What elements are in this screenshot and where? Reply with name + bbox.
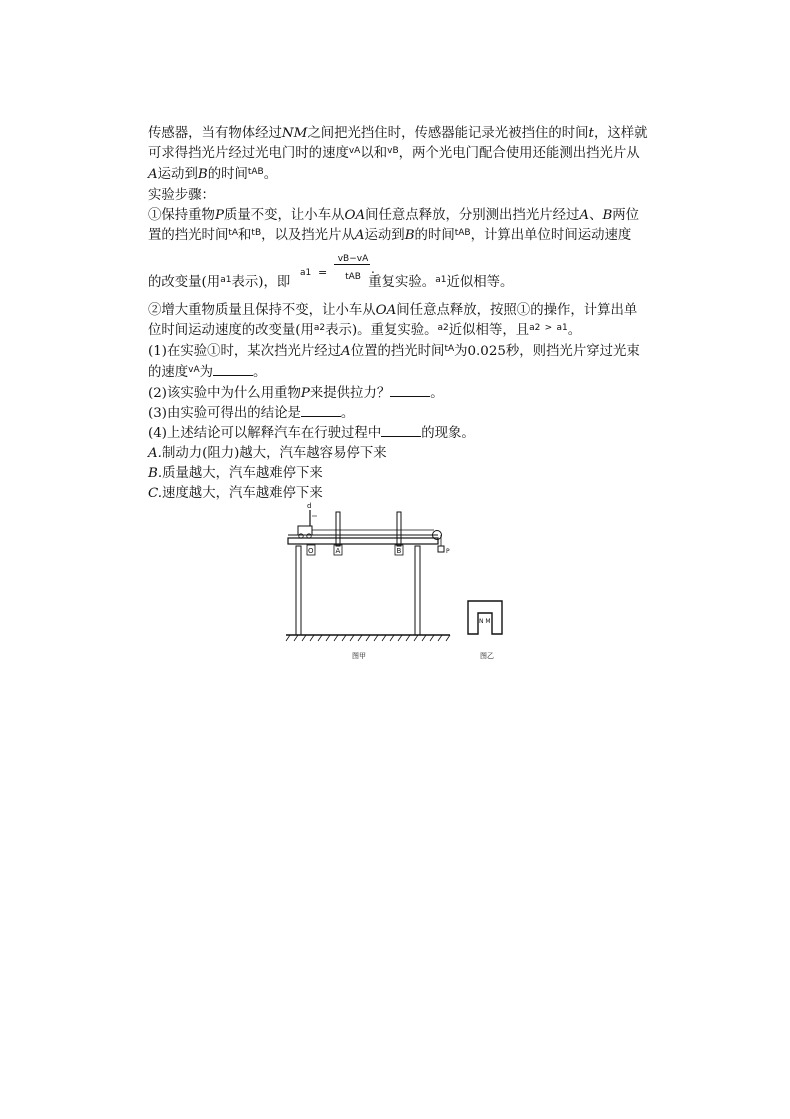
question-3 [148, 404, 668, 424]
var-oa: OA [344, 208, 366, 223]
text: 位时间运动速度的改变量(用 [148, 323, 314, 338]
var-va: vA [348, 146, 361, 156]
text: 的速度 [148, 365, 189, 380]
question-4 [148, 424, 668, 444]
text: 来提供拉力？ [309, 386, 391, 401]
text: (4)上述结论可以解释汽车在行驶过程中 [148, 426, 382, 441]
answer-blank-3[interactable] [301, 404, 341, 417]
option-label: A. [148, 446, 162, 461]
var-b: B [404, 228, 415, 243]
step1-line-1 [148, 206, 668, 226]
label-a: A [335, 547, 341, 555]
text: 的时间 [414, 228, 455, 243]
text: 近似相等。 [446, 275, 514, 290]
experiment-figure [280, 500, 540, 670]
text: 传感器，当有物体经过 [148, 126, 282, 141]
formula-numerator: vB−vA [337, 254, 369, 264]
label-d: d [307, 502, 312, 510]
option-label: C. [148, 486, 163, 501]
var-vb: vB [387, 146, 399, 156]
text: 。 [263, 167, 278, 182]
var-a1: a1 [556, 323, 568, 333]
text: 运动到 [157, 167, 198, 182]
steps-title: 实验步骤： [148, 188, 215, 203]
text: 的时间 [207, 167, 248, 182]
text: 、 [589, 208, 603, 223]
var-tab: tAB [247, 167, 264, 177]
step2-line-1 [148, 301, 668, 321]
text: ①保持重物 [148, 208, 215, 223]
label-nm: N M [479, 618, 491, 625]
option-a[interactable] [148, 444, 668, 464]
text: ②增大重物质量且保持不变，让小车从 [148, 303, 376, 318]
var-oa: OA [375, 303, 397, 318]
step2-line-2 [148, 321, 668, 342]
photogate-a [336, 512, 340, 546]
var-va: vA [188, 365, 200, 375]
formula-dot: . [371, 262, 375, 276]
var-tb: tB [251, 228, 262, 238]
text: 表示)。重复实验。 [325, 323, 438, 338]
var-a1: a1 [435, 275, 447, 285]
var-b: B [602, 208, 613, 223]
label-b: B [396, 547, 402, 555]
text: ，以及挡光片从 [261, 228, 355, 243]
var-a2: a2 [437, 323, 449, 333]
var-p: P [300, 386, 310, 401]
greater-than: > [544, 323, 553, 333]
var-tab: tAB [454, 228, 471, 238]
ground-hatch [286, 635, 450, 641]
text: 和 [238, 228, 252, 243]
answer-blank-2[interactable] [390, 384, 430, 397]
caption-yi: 图乙 [480, 652, 494, 660]
text: 近似相等，且 [448, 323, 530, 338]
table-leg-right [415, 546, 420, 635]
text: 。 [430, 386, 444, 401]
label-o: O [308, 547, 314, 555]
var-t: t [588, 126, 594, 141]
table-leg-left [296, 546, 301, 635]
text: 以和 [360, 146, 388, 161]
text: 两位 [612, 208, 640, 223]
question-1-line-2 [148, 363, 668, 384]
question-1-line-1 [148, 342, 668, 363]
step1-line-2 [148, 226, 668, 247]
var-b: B [197, 167, 208, 182]
text: 。 [567, 323, 582, 338]
text: 间任意点释放，分别测出挡光片经过 [365, 208, 580, 223]
question-2 [148, 384, 668, 404]
step1-line-3 [148, 273, 513, 294]
intro-line-3 [148, 165, 668, 186]
var-a: A [341, 344, 351, 359]
text: 之间把光挡住时，传感器能记录光被挡住的时间 [307, 126, 589, 141]
formula-lhs: a1 [300, 268, 312, 278]
text: 置的挡光时间 [148, 228, 229, 243]
text: 重复实验。 [368, 275, 436, 290]
answer-blank-1[interactable] [213, 363, 253, 376]
var-p: P [214, 208, 224, 223]
weight-p [438, 546, 444, 552]
text: 质量不变，让小车从 [223, 208, 345, 223]
formula-denominator: tAB [345, 272, 361, 282]
text: 运动到 [364, 228, 405, 243]
var-a2: a2 [529, 323, 541, 333]
photogate-b [397, 512, 401, 546]
option-text: 制动力(阻力)越大，汽车越容易停下来 [161, 446, 387, 461]
label-p: P [446, 548, 450, 555]
question-text [148, 124, 668, 504]
var-a1: a1 [220, 275, 232, 285]
text: 的改变量(用 [148, 275, 221, 290]
option-label: B. [148, 466, 163, 481]
text: (2)该实验中为什么用重物 [148, 386, 301, 401]
text: 。 [340, 406, 355, 421]
fraction-bar [334, 264, 370, 265]
text: 为0.025秒，则挡光片穿过光束 [454, 344, 640, 359]
text: 为 [199, 365, 214, 380]
intro-line-1 [148, 124, 668, 144]
option-text: 速度越大，汽车越难停下来 [162, 486, 323, 501]
text: 表示)，即 [231, 275, 291, 290]
intro-line-2 [148, 144, 668, 165]
nm-label: NM [281, 126, 308, 141]
option-text: 质量越大，汽车越难停下来 [162, 466, 323, 481]
var-a2: a2 [313, 323, 326, 333]
text: 位置的挡光时间 [350, 344, 445, 359]
formula-equals: = [318, 266, 328, 279]
text: 间任意点释放，按照①的操作，计算出单 [396, 303, 638, 318]
text: 的现象。 [421, 426, 475, 441]
text: 。 [253, 365, 267, 380]
var-a: A [579, 208, 590, 223]
text: 可求得挡光片经过光电门时的速度 [148, 146, 349, 161]
answer-blank-4[interactable] [381, 424, 421, 437]
text: ，计算出单位时间运动速度 [470, 228, 632, 243]
var-ta: tA [444, 344, 455, 354]
text: ，这样就 [593, 126, 648, 141]
text: ，两个光电门配合使用还能测出挡光片从 [398, 146, 640, 161]
caption-jia: 图甲 [352, 652, 366, 660]
formula-row [148, 247, 668, 295]
var-a: A [354, 228, 365, 243]
option-b[interactable] [148, 464, 668, 484]
var-ta: tA [228, 228, 239, 238]
track-board [288, 538, 438, 544]
text: (3)由实验可得出的结论是 [148, 406, 301, 421]
var-a: A [148, 167, 158, 182]
text: (1)在实验①时，某次挡光片经过 [148, 344, 342, 359]
